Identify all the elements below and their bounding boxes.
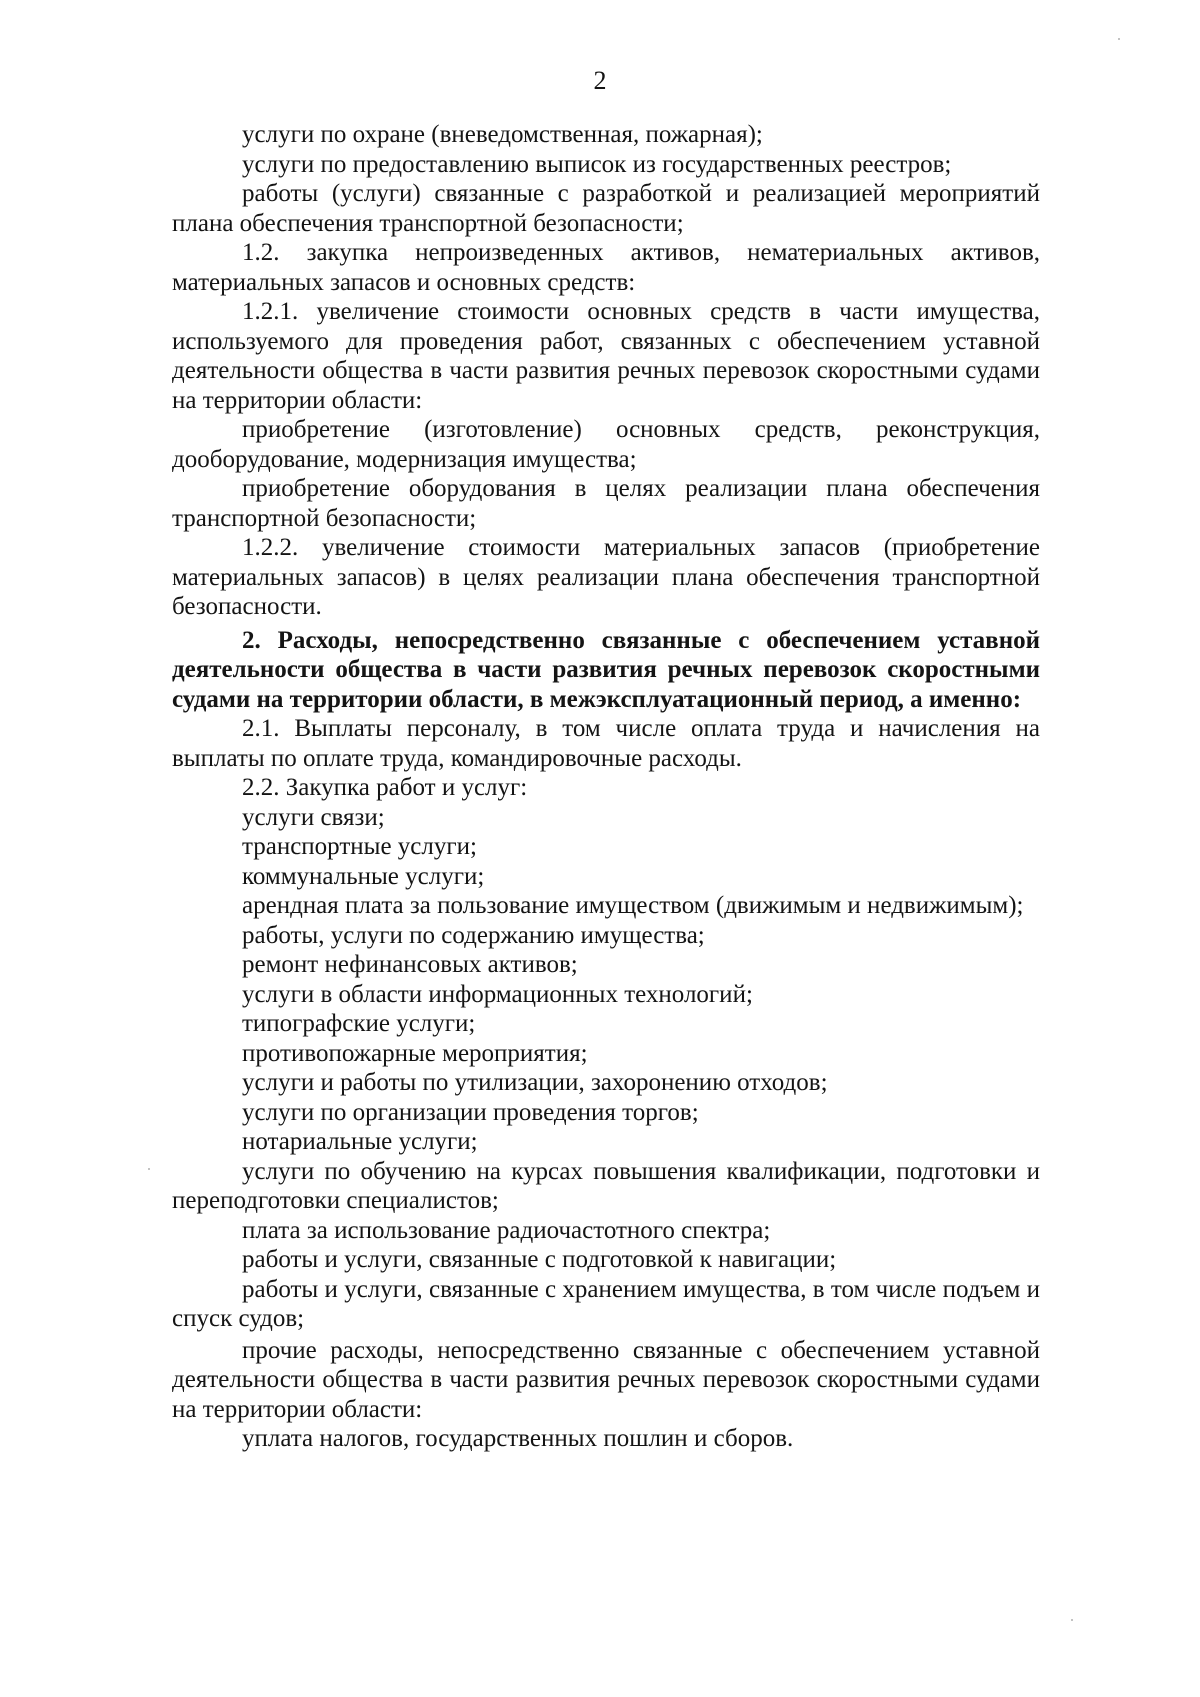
paragraph: 1.2.1. увеличение стоимости основных средств в части имущества, используемого для проведения работ, связанных с обеспечением уставной деятельности общества в части развития речных перевозок скоростными судами на территории области: <box>172 298 1040 414</box>
paragraph: 1.2. закупка непроизведенных активов, нематериальных активов, материальных запасов и основных средств: <box>172 239 1040 296</box>
list-item: прочие расходы, непосредственно связанные с обеспечением уставной деятельности общества в части развития речных перевозок скоростными судами на территории области: <box>172 1336 1040 1423</box>
list-item: услуги в области информационных технологий; <box>242 980 753 1008</box>
list-item: коммунальные услуги; <box>242 862 485 890</box>
list-item: работы и услуги, связанные с подготовкой к навигации; <box>242 1246 837 1273</box>
document-body <box>172 120 1040 1454</box>
list-item: нотариальные услуги; <box>242 1128 478 1155</box>
list-item: плата за использование радиочастотного спектра; <box>242 1216 771 1244</box>
paragraph: работы (услуги) связанные с разработкой и реализацией мероприятий плана обеспечения транспортной безопасности; <box>172 180 1040 237</box>
paragraph: приобретение (изготовление) основных средств, реконструкция, дооборудование, модернизация имущества; <box>172 416 1040 473</box>
list-item: услуги по обучению на курсах повышения квалификации, подготовки и переподготовки специалистов; <box>172 1157 1040 1214</box>
paragraph: 1.2.2. увеличение стоимости материальных запасов (приобретение материальных запасов) в целях реализации плана обеспечения транспортной безопасности. <box>172 534 1040 620</box>
section-heading: 2. Расходы, непосредственно связанные с обеспечением уставной деятельности общества в части развития речных перевозок скоростными судами на территории области, в межэксплуатационный период, а именно: <box>172 626 1040 713</box>
list-item: противопожарные мероприятия; <box>242 1039 588 1067</box>
paragraph: услуги по предоставлению выписок из государственных реестров; <box>242 150 952 178</box>
scan-speck <box>1118 38 1120 40</box>
paragraph: приобретение оборудования в целях реализации плана обеспечения транспортной безопасности; <box>172 475 1040 532</box>
list-item: услуги по организации проведения торгов; <box>242 1098 699 1126</box>
scan-speck <box>1071 1619 1073 1621</box>
list-item: работы и услуги, связанные с хранением имущества, в том числе подъем и спуск судов; <box>172 1275 1040 1332</box>
scan-speck <box>148 1168 150 1170</box>
list-item: типографские услуги; <box>242 1010 476 1037</box>
list-item: арендная плата за пользование имуществом (движимым и недвижимым); <box>242 892 1024 919</box>
list-item: транспортные услуги; <box>242 833 477 860</box>
paragraph: услуги по охране (вневедомственная, пожарная); <box>242 121 763 148</box>
paragraph: 2.1. Выплаты персоналу, в том числе оплата труда и начисления на выплаты по оплате труда, командировочные расходы. <box>172 715 1040 772</box>
list-item: услуги связи; <box>242 803 385 831</box>
list-item: ремонт нефинансовых активов; <box>242 951 578 978</box>
page-number: 2 <box>593 66 607 95</box>
list-item: уплата налогов, государственных пошлин и сборов. <box>242 1425 794 1452</box>
paragraph: 2.2. Закупка работ и услуг: <box>242 774 528 801</box>
list-item: услуги и работы по утилизации, захоронению отходов; <box>242 1069 828 1096</box>
list-item: работы, услуги по содержанию имущества; <box>242 921 705 949</box>
